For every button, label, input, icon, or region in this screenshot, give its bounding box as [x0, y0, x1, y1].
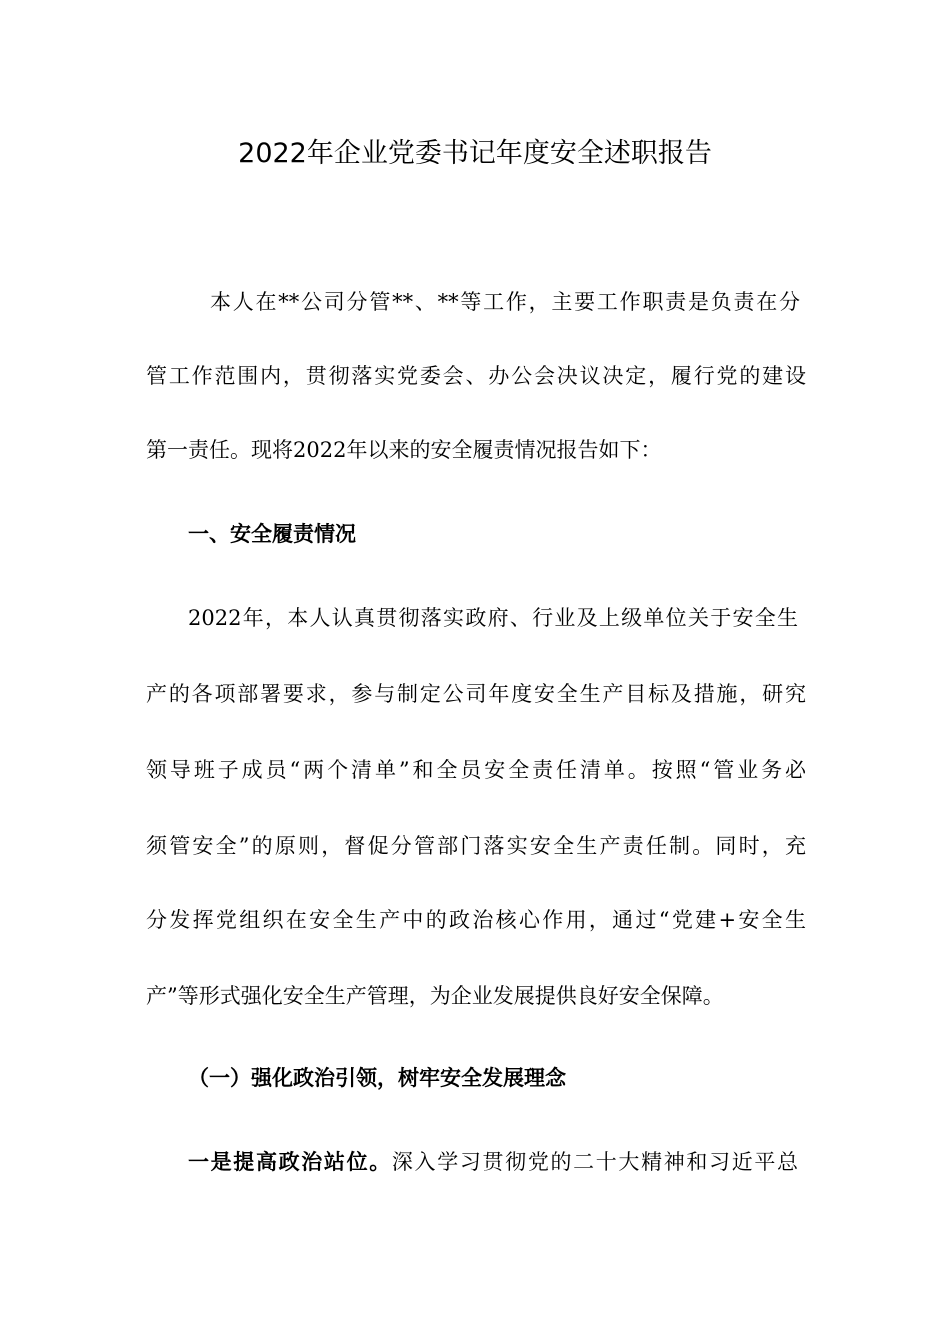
section1-line-2: 产的各项部署要求，参与制定公司年度安全生产目标及措施，研究	[146, 682, 806, 706]
section1-line-4: 须管安全”的原则，督促分管部门落实安全生产责任制。同时，充	[146, 834, 806, 858]
intro-line-2: 管工作范围内，贯彻落实党委会、办公会决议决定，履行党的建设	[146, 364, 806, 388]
subsection1-lead: 一是提高政治站位。	[188, 1150, 392, 1174]
document-title: 2022年企业党委书记年度安全述职报告	[238, 138, 712, 169]
section1-line-6: 产”等形式强化安全生产管理，为企业发展提供良好安全保障。	[146, 984, 724, 1008]
intro-line-1: 本人在**公司分管**、**等工作，主要工作职责是负责在分	[210, 290, 800, 314]
section-heading-1: 一、安全履责情况	[188, 522, 356, 546]
subsection-heading-1: （一）强化政治引领，树牢安全发展理念	[188, 1066, 566, 1090]
section1-line-5: 分发挥党组织在安全生产中的政治核心作用，通过“党建+安全生	[146, 908, 806, 932]
section1-line-3: 领导班子成员“两个清单”和全员安全责任清单。按照“管业务必	[146, 758, 806, 782]
subsection1-rest: 深入学习贯彻党的二十大精神和习近平总	[391, 1150, 798, 1174]
subsection1-line-1	[188, 1142, 798, 1182]
section1-line-1: 2022年，本人认真贯彻落实政府、行业及上级单位关于安全生	[188, 606, 798, 630]
intro-line-3: 第一责任。现将2022年以来的安全履责情况报告如下：	[146, 438, 662, 462]
